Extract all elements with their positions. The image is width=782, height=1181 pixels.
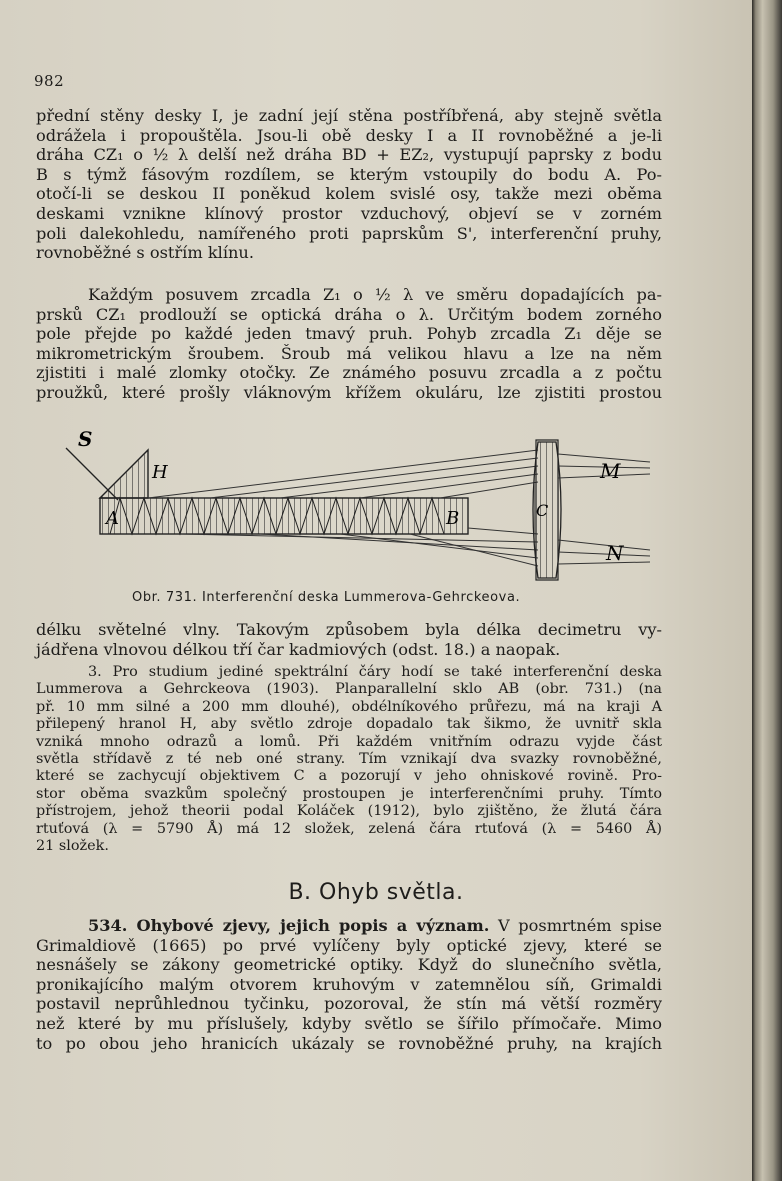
text-line: pole přejde po každé jeden tmavý pruh. Pohyb zrcadla Z₁ děje se xyxy=(36,324,662,344)
text-line: 21 složek. xyxy=(36,838,109,855)
page-number: 982 xyxy=(34,72,65,90)
label-m: M xyxy=(600,459,621,483)
label-a: A xyxy=(106,508,119,529)
text-line: Každým posuvem zrcadla Z₁ o ½ λ ve směru dopadajících pa- xyxy=(88,285,662,304)
upper-ray-bundle xyxy=(148,450,538,498)
text-line: jádřena vlnovou délkou tří čar kadmiových (odst. 18.) a naopak. xyxy=(36,639,561,659)
label-s: S xyxy=(78,428,93,451)
text-line: rtuťová (λ = 5790 Å) má 12 složek, zelená čára rtuťová (λ = 5460 Å) xyxy=(36,820,662,837)
text-line: přístrojem, jehož theorii podal Koláček (1912), bylo zjištěno, že žlutá čára xyxy=(36,803,662,820)
text-line: Grimaldiově (1665) po prvé vylíčeny byly optické zjevy, které se xyxy=(36,935,662,955)
page-edge xyxy=(752,0,782,1181)
text-line: vzniká mnoho odrazů a lomů. Při každém vnitřním odrazu vyjde část xyxy=(36,733,662,750)
text-line: délku světelné vlny. Takovým způsobem byla délka decimetru vy- xyxy=(36,620,662,639)
text-line: poli dalekohledu, namířeného proti paprskům S', interferenční pruhy, xyxy=(36,223,662,243)
text-line: pronikajícího malým otvorem kruhovým v zatemnělou síň, Grimaldi xyxy=(36,974,662,994)
text-line: než které by mu příslušely, kdyby světlo se šířilo přímočaře. Mimo xyxy=(36,1013,662,1033)
text-line: př. 10 mm silné a 200 mm dlouhé), obdélníkového průřezu, má na kraji A xyxy=(36,698,662,715)
label-c: C xyxy=(536,501,549,520)
section-534-title: 534. Ohybové zjevy, jejich popis a význam. xyxy=(88,916,490,935)
text-line: zjistiti i malé zlomky otočky. Ze známého posuvu zrcadla a z počtu xyxy=(36,363,662,383)
text-line: světla střídavě z té neb oné strany. Tím vznikají dva svazky rovnoběžné, xyxy=(36,751,662,768)
text-line: deskami vznikne klínový prostor vzduchový, objeví se v zorném xyxy=(36,203,662,223)
text-line: odrážela i propouštěla. Jsou-li obě desky I a II rovnoběžné a je-li xyxy=(36,125,662,145)
text-line: otočí-li se deskou II poněkud kolem svislé osy, takže mezi oběma xyxy=(36,184,662,204)
paragraph-2 xyxy=(36,285,662,403)
paragraph-1 xyxy=(36,106,662,263)
label-h: H xyxy=(152,462,168,483)
text-line: postavil neprůhlednou tyčinku, pozoroval, že stín má větší rozměry xyxy=(36,994,662,1014)
text-fragment: V posmrtném spise xyxy=(497,916,662,935)
text-line: B s týmž fásovým rozdílem, se kterým vstoupily do bodu A. Po- xyxy=(36,164,662,184)
prism-h xyxy=(100,450,148,498)
paragraph-4 xyxy=(36,664,662,855)
text-line: to po obou jeho hranicích ukázaly se rovnoběžné pruhy, na krajích xyxy=(36,1033,662,1053)
text-line: nesnášely se zákony geometrické optiky. Když do slunečního světla, xyxy=(36,955,662,975)
paragraph-3 xyxy=(36,620,662,659)
paragraph-5 xyxy=(36,916,662,1053)
glass-plate-ab xyxy=(100,498,468,534)
text-line xyxy=(36,916,662,936)
text-line: přilepený hranol H, aby světlo zdroje dopadalo tak šikmo, že uvnitř skla xyxy=(36,716,662,733)
text-line: mikrometrickým šroubem. Šroub má velikou hlavu a lze na něm xyxy=(36,343,662,363)
text-line: stor oběma svazkům společný prostoupen je interferenčními pruhy. Tímto xyxy=(36,785,662,802)
text-line: prsků CZ₁ prodlouží se optická dráha o λ. Určitým bodem zorného xyxy=(36,304,662,324)
interference-plate-figure xyxy=(60,428,660,588)
text-line: rovnoběžné s ostřím klínu. xyxy=(36,243,255,263)
text-line: které se zachycují objektivem C a pozorují v jeho ohniskové rovině. Pro- xyxy=(36,768,662,785)
section-heading: B. Ohyb světla. xyxy=(288,880,464,905)
text-line: Lummerova a Gehrckeova (1903). Planparallelní sklo AB (obr. 731.) (na xyxy=(36,681,662,698)
text-line: přední stěny desky I, je zadní její stěna postříbřená, aby stejně světla xyxy=(36,106,662,125)
incoming-ray xyxy=(66,448,118,500)
text-line: dráha CZ₁ o ½ λ delší než dráha BD + EZ₂, vystupují paprsky z bodu xyxy=(36,145,662,165)
figure-caption: Obr. 731. Interferenční deska Lummerova-Gehrckeova. xyxy=(132,590,521,605)
text-line: proužků, které prošly vláknovým křížem okuláru, lze zjistiti prostou xyxy=(36,382,662,402)
text-line: 3. Pro studium jediné spektrální čáry hodí se také interferenční deska xyxy=(88,664,662,680)
label-b: B xyxy=(446,508,460,529)
label-n: N xyxy=(606,541,624,565)
